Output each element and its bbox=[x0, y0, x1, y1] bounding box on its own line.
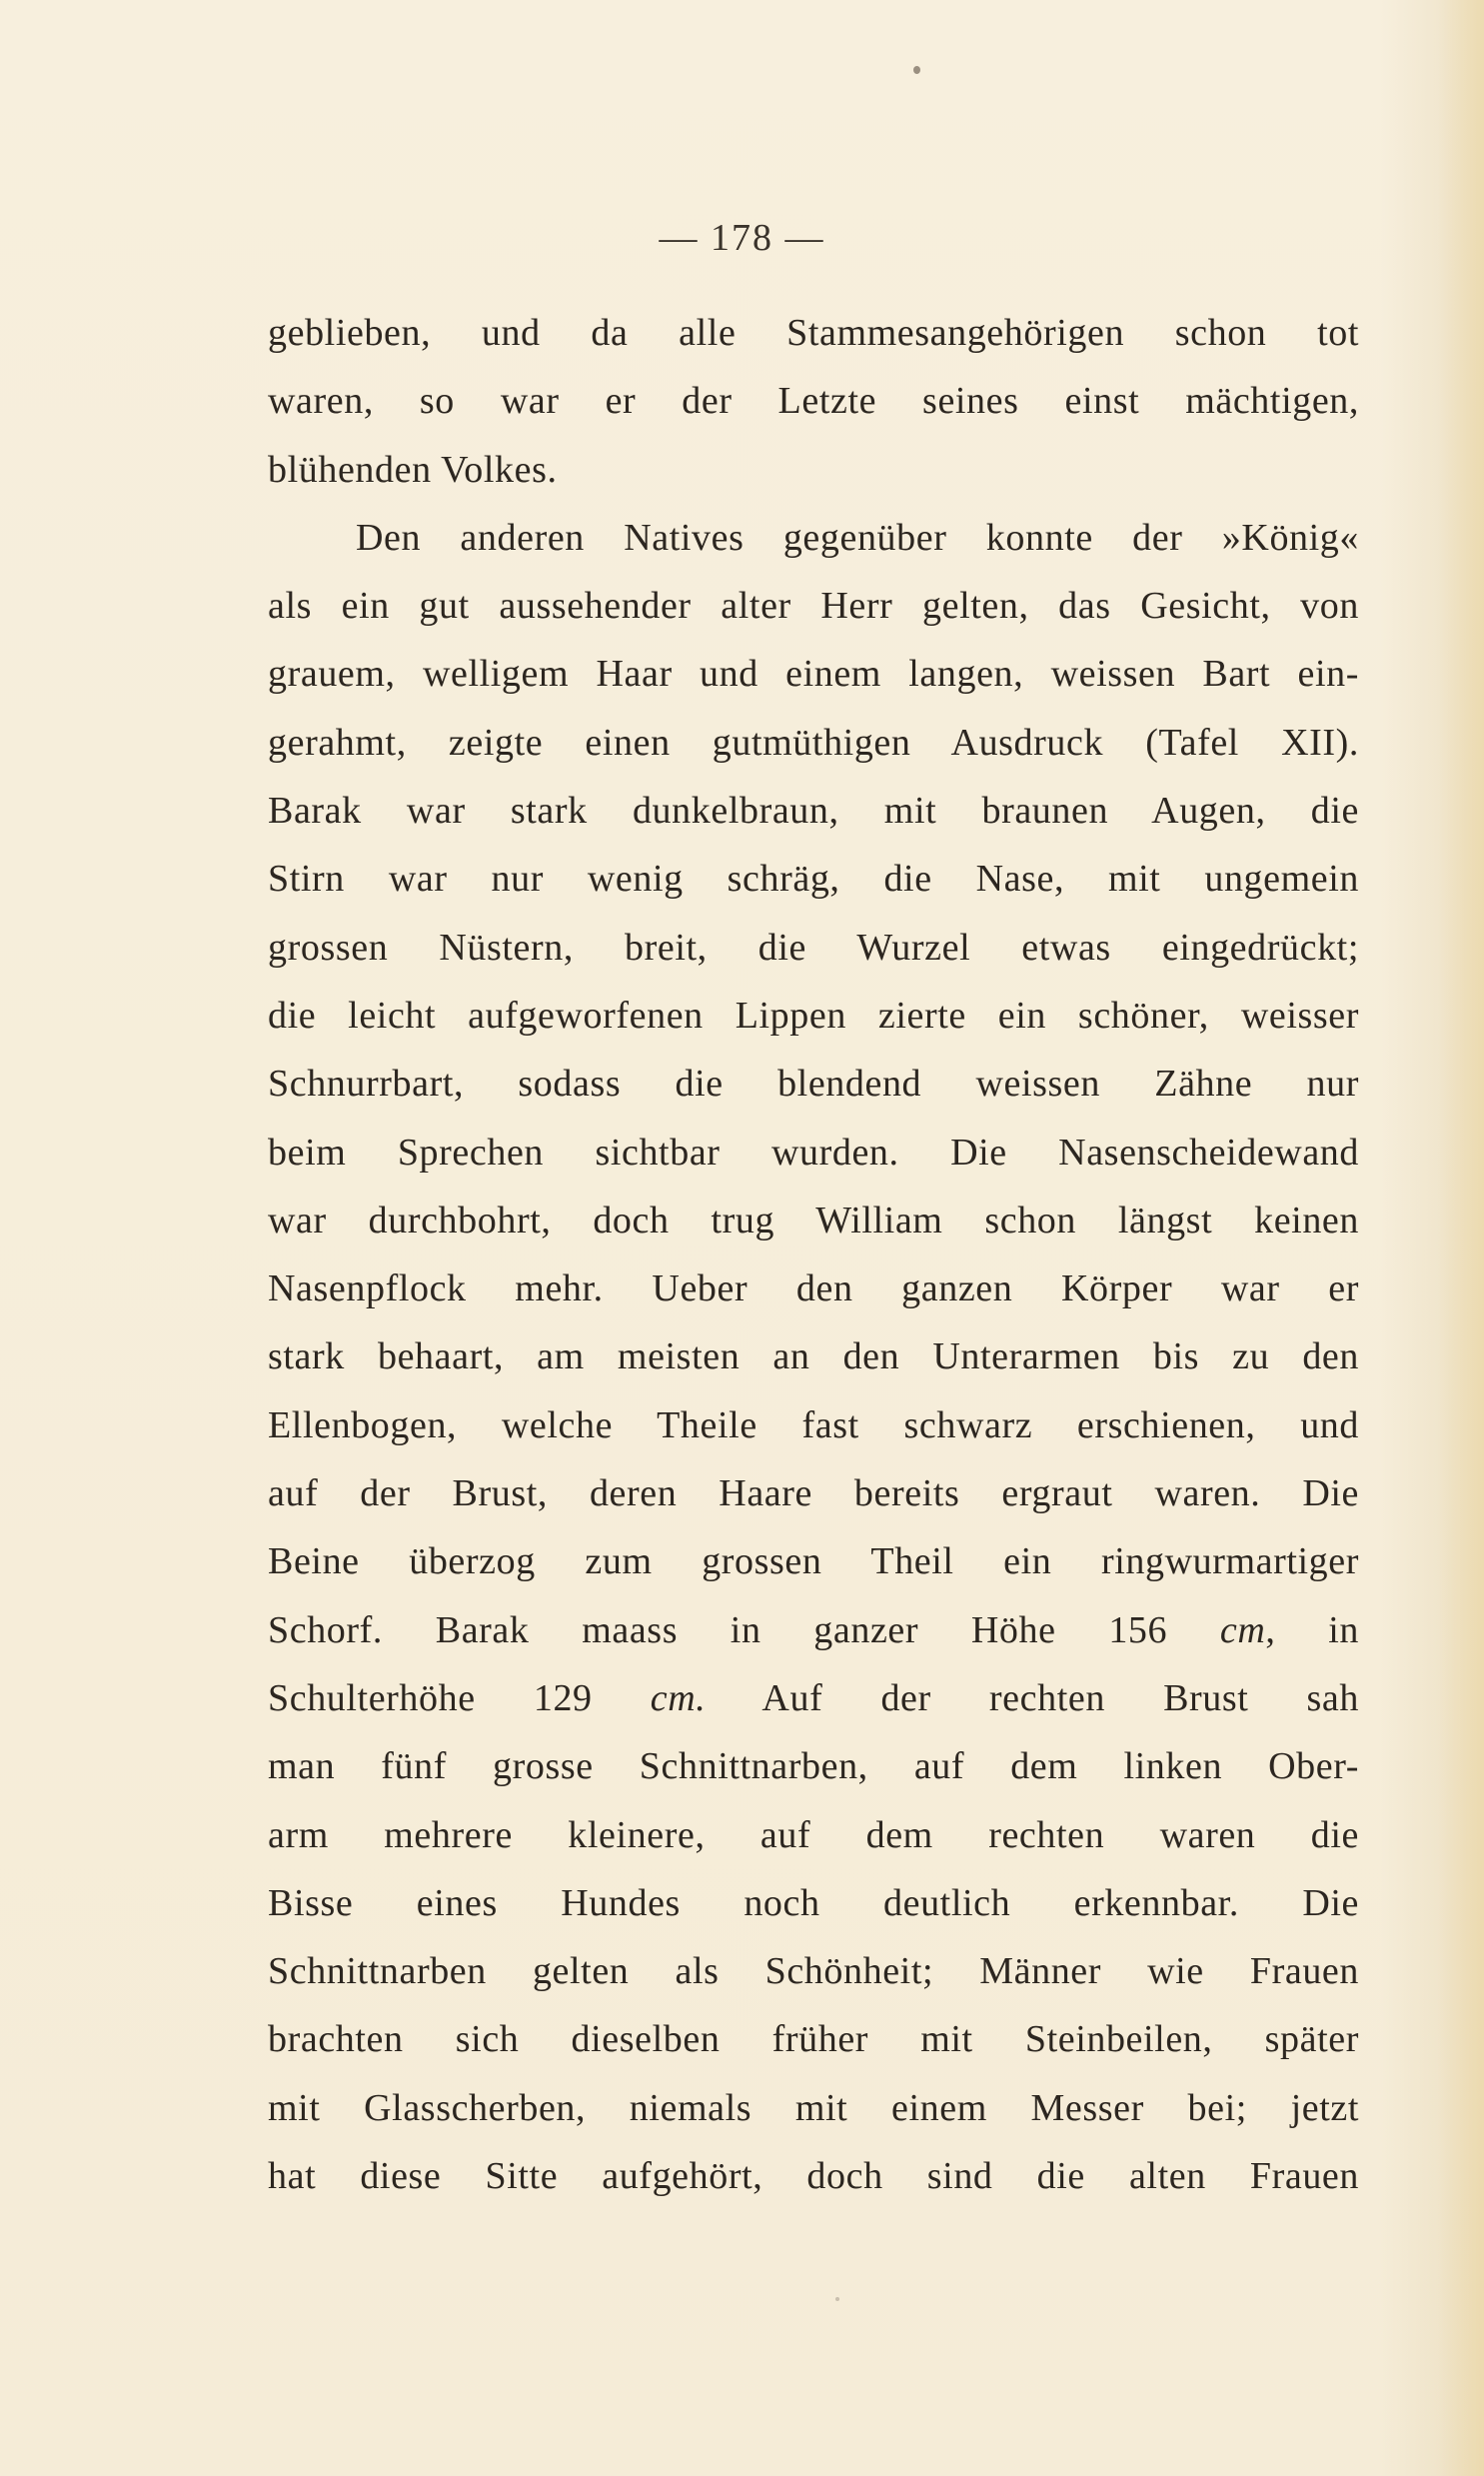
text-line: Nasenpflock mehr. Ueber den ganzen Körper war er bbox=[268, 1267, 1359, 1310]
text-line: mit Glasscherben, niemals mit einem Messer bei; jetzt bbox=[268, 2086, 1359, 2129]
text-line: grossen Nüstern, breit, die Wurzel etwas eingedrückt; bbox=[268, 926, 1359, 969]
ink-speck bbox=[835, 2297, 839, 2301]
text-line: Barak war stark dunkelbraun, mit braunen Augen, die bbox=[268, 790, 1359, 833]
text-line: stark behaart, am meisten an den Unterarmen bis zu den bbox=[268, 1335, 1359, 1378]
line-text: , in bbox=[1265, 1608, 1359, 1651]
text-line: man fünf grosse Schnittnarben, auf dem linken Ober- bbox=[268, 1745, 1359, 1788]
text-line: brachten sich dieselben früher mit Steinbeilen, später bbox=[268, 2018, 1359, 2061]
text-line: blühenden Volkes. bbox=[268, 448, 558, 491]
text-line-measurement bbox=[268, 1599, 1359, 1667]
ink-speck bbox=[913, 66, 920, 74]
text-line: auf der Brust, deren Haare bereits ergraut waren. Die bbox=[268, 1472, 1359, 1515]
text-line: hat diese Sitte aufgehört, doch sind die alten Frauen bbox=[268, 2155, 1359, 2198]
text-line: war durchbohrt, doch trug William schon längst keinen bbox=[268, 1199, 1359, 1241]
text-line: Beine überzog zum grossen Theil ein ringwurmartiger bbox=[268, 1540, 1359, 1583]
text-line: waren, so war er der Letzte seines einst mächtigen, bbox=[268, 380, 1359, 423]
unit-italic: cm. bbox=[650, 1676, 707, 1719]
text-line-measurement bbox=[268, 1667, 1359, 1735]
text-line: geblieben, und da alle Stammesangehörigen schon tot bbox=[268, 312, 1359, 354]
text-line: beim Sprechen sichtbar wurden. Die Nasenscheidewand bbox=[268, 1131, 1359, 1174]
text-line: Bisse eines Hundes noch deutlich erkennbar. Die bbox=[268, 1881, 1359, 1924]
text-line: arm mehrere kleinere, auf dem rechten waren die bbox=[268, 1813, 1359, 1856]
text-line: grauem, welligem Haar und einem langen, weissen Bart ein- bbox=[268, 653, 1359, 696]
line-text: Auf der rechten Brust sah bbox=[706, 1676, 1359, 1719]
text-line: die leicht aufgeworfenen Lippen zierte ein schöner, weisser bbox=[268, 994, 1359, 1037]
line-text: Schulterhöhe 129 bbox=[268, 1676, 651, 1719]
unit-italic: cm bbox=[1219, 1608, 1266, 1651]
text-line: Ellenbogen, welche Theile fast schwarz erschienen, und bbox=[268, 1403, 1359, 1446]
body-text bbox=[268, 302, 1359, 2213]
line-text: Schorf. Barak maass in ganzer Höhe 156 bbox=[268, 1608, 1220, 1651]
text-line: gerahmt, zeigte einen gutmüthigen Ausdruck (Tafel XII). bbox=[268, 721, 1359, 764]
text-line: als ein gut aussehender alter Herr gelten, das Gesicht, von bbox=[268, 585, 1359, 628]
page-edge-shading bbox=[1438, 0, 1484, 2476]
text-line: Schnittnarben gelten als Schönheit; Männer wie Frauen bbox=[268, 1950, 1359, 1993]
paragraph-first-line: Den anderen Natives gegenüber konnte der »König« bbox=[356, 516, 1359, 559]
page-number: — 178 — bbox=[659, 217, 825, 259]
text-line: Schnurrbart, sodass die blendend weissen Zähne nur bbox=[268, 1063, 1359, 1106]
text-line: Stirn war nur wenig schräg, die Nase, mit ungemein bbox=[268, 858, 1359, 901]
